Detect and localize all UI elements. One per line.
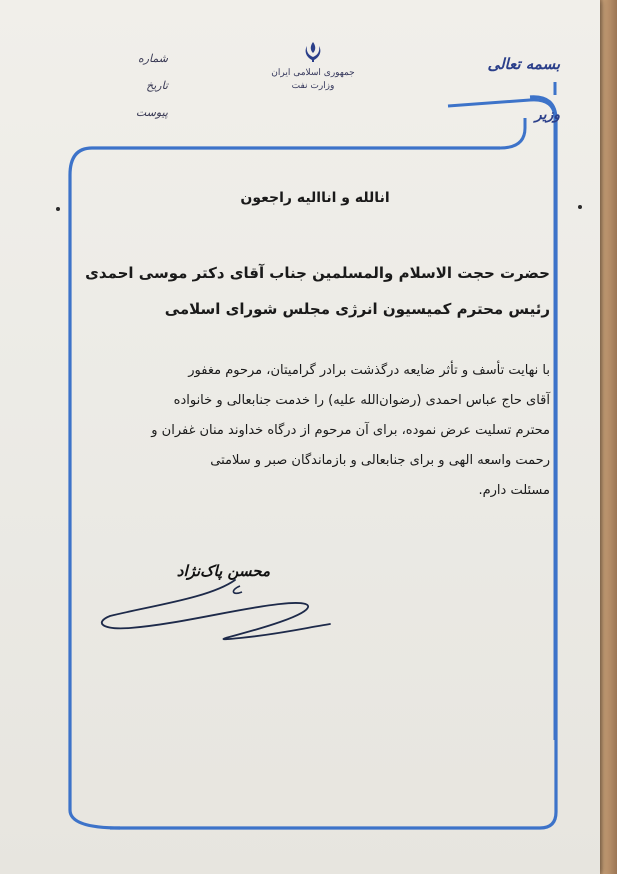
iran-emblem-icon [301, 40, 325, 64]
letter-body [96, 356, 550, 506]
punch-mark [56, 207, 60, 211]
minister-title: وزیر [534, 107, 560, 123]
signer-name: محسن پاک‌نژاد [176, 562, 270, 580]
letterhead-right-block [450, 55, 560, 123]
addressee-line-1: حضرت حجت الاسلام والمسلمین جناب آقای دکتر موسی احمدی [85, 264, 550, 282]
bismillah: بسمه تعالی [487, 55, 560, 73]
body-line: محترم تسلیت عرض نموده، برای آن مرحوم از درگاه خداوند منان غفران و [151, 423, 550, 438]
date-label: تاریخ [146, 79, 168, 92]
handwritten-signature [90, 578, 340, 658]
body-line: رحمت واسعه الهی و برای جنابعالی و بازماندگان صبر و سلامتی [210, 453, 550, 468]
body-line: مسئلت دارم. [478, 483, 550, 498]
body-line: با نهایت تأسف و تأثر ضایعه درگذشت برادر گرامیتان، مرحوم مغفور [188, 363, 550, 378]
number-label: شماره [137, 52, 168, 65]
body-line: آقای حاج عباس احمدی (رضوان‌الله علیه) را خدمت جنابعالی و خانواده [173, 393, 550, 408]
org-line-2: وزارت نفت [291, 81, 335, 91]
letterhead-reference-block [118, 45, 168, 126]
letterhead-emblem-block [268, 40, 358, 93]
condolence-verse: انالله و اناالیه راجعون [240, 190, 390, 206]
punch-mark [578, 205, 582, 209]
org-line-1: جمهوری اسلامی ایران [271, 68, 355, 78]
addressee-line-2: رئیس محترم کمیسیون انرژی مجلس شورای اسلامی [164, 300, 550, 318]
attachment-label: پیوست [135, 106, 168, 119]
